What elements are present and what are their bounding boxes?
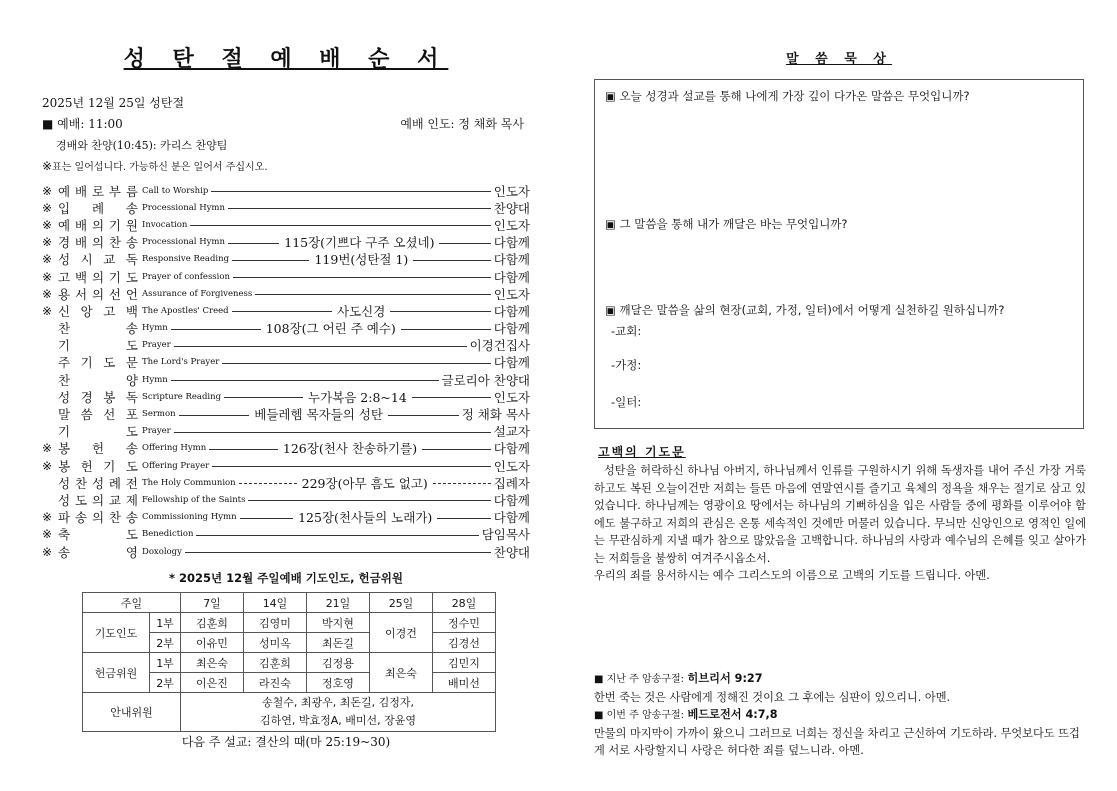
last-verse-text: 한번 죽는 것은 사람에게 정해진 것이요 그 후에는 심판이 있으리니. 아멘. xyxy=(594,690,951,704)
item-korean-title: 주 기 도 문 xyxy=(58,355,138,371)
service-item xyxy=(42,337,530,354)
item-english-title: Scripture Reading xyxy=(142,391,222,402)
standing-note-text: 표는 일어섭니다. 가능하신 분은 일어서 주십시오. xyxy=(52,162,268,173)
table-row xyxy=(83,613,496,633)
leader-line xyxy=(390,311,490,312)
service-item xyxy=(42,457,530,474)
item-leader: 인도자 xyxy=(493,183,530,199)
item-english-title: Commissioning Hymn xyxy=(142,512,237,523)
table-cell: 최돈길 xyxy=(307,633,370,653)
table-cell: 2부 xyxy=(150,673,181,693)
standing-mark: ※ xyxy=(42,441,53,456)
item-leader: 다함께 xyxy=(493,441,531,457)
leader-line xyxy=(422,449,491,450)
service-item xyxy=(42,543,530,560)
table-header-cell: 25일 xyxy=(370,593,433,613)
leader-line xyxy=(248,500,490,501)
table-cell: 배미선 xyxy=(433,673,496,693)
item-detail: 사도신경 xyxy=(337,303,386,319)
service-item xyxy=(42,474,530,491)
guide-cell xyxy=(181,693,496,732)
leader-line xyxy=(185,552,491,553)
leader-line xyxy=(233,277,491,278)
service-item xyxy=(42,285,530,302)
church-line: -교회: xyxy=(611,324,642,338)
service-meta xyxy=(42,93,530,178)
service-item xyxy=(42,491,530,508)
table-cell: 김훈희 xyxy=(181,613,244,633)
item-korean-title: 봉 헌 기 도 xyxy=(58,458,138,474)
item-korean-title: 기 도 xyxy=(58,338,138,354)
standing-note xyxy=(42,156,530,178)
item-leader: 다함께 xyxy=(493,355,530,371)
item-english-title: Processional Hymn xyxy=(142,237,225,248)
table-header-cell: 14일 xyxy=(244,593,307,613)
service-item xyxy=(42,354,530,371)
item-english-title: Benediction xyxy=(142,529,194,540)
item-detail: 125장(천사들의 노래가) xyxy=(298,510,433,526)
standing-mark: ※ xyxy=(42,200,53,215)
leader-line xyxy=(190,225,490,226)
item-korean-title: 성 찬 성 례 전 xyxy=(58,475,138,491)
item-korean-title: 성 도 의 교 제 xyxy=(58,492,138,508)
table-row xyxy=(83,593,496,613)
service-item xyxy=(42,526,530,543)
leader-line xyxy=(211,191,490,192)
leader-line xyxy=(228,208,491,209)
item-english-title: Processional Hymn xyxy=(142,202,225,213)
item-detail: 베들레헴 목자들의 성탄 xyxy=(254,407,383,423)
item-korean-title: 찬 양 xyxy=(58,372,138,388)
item-korean-title: 성 경 봉 독 xyxy=(58,389,138,405)
table-cell: 이유민 xyxy=(181,633,244,653)
service-item xyxy=(42,320,530,337)
item-english-title: Prayer xyxy=(142,426,171,437)
item-leader: 글로리아 찬양대 xyxy=(441,372,530,388)
table-row xyxy=(83,693,496,732)
item-english-title: Call to Worship xyxy=(142,185,209,196)
meditation-box xyxy=(594,79,1084,429)
item-leader: 다함께 xyxy=(493,321,531,337)
last-verse-ref: 히브리서 9:27 xyxy=(687,672,763,685)
table-row xyxy=(83,653,496,673)
table-cell: 헌금위원 xyxy=(83,653,150,693)
table-cell: 최은숙 xyxy=(370,653,433,693)
leader-line xyxy=(196,535,478,536)
item-korean-title: 파 송 의 찬 송 xyxy=(58,510,138,526)
leader-line xyxy=(412,397,491,398)
praise-info: 경배와 찬양(10:45): 카리스 찬양팀 xyxy=(56,139,228,152)
table-cell: 이은진 xyxy=(181,673,244,693)
work-line: -일터: xyxy=(611,395,642,409)
standing-mark: ※ xyxy=(42,458,53,473)
leader-line xyxy=(212,466,491,467)
item-korean-title: 말 씀 선 포 xyxy=(58,407,138,423)
service-item xyxy=(42,302,530,319)
question-3: ▣ 깨달은 말씀을 삶의 현장(교회, 가정, 일터)에서 어떻게 실천하길 원하십니까? xyxy=(605,303,1005,317)
item-detail: 126장(천사 찬송하기를) xyxy=(282,441,418,457)
item-leader: 담임목사 xyxy=(481,527,530,543)
service-item xyxy=(42,234,530,251)
leader-line xyxy=(255,294,491,295)
table-cell: 기도인도 xyxy=(83,613,150,653)
item-detail: 115장(기쁘다 구주 오셨네) xyxy=(284,235,435,251)
item-english-title: The Holy Communion xyxy=(142,477,236,488)
service-item xyxy=(42,216,530,233)
page-title: 성 탄 절 예 배 순 서 xyxy=(123,47,449,72)
standing-mark: ※ xyxy=(42,269,53,284)
item-detail: 229장(아무 흠도 없고) xyxy=(301,475,428,491)
service-item xyxy=(42,405,530,422)
confession-title: 고백의 기도문 xyxy=(598,445,686,459)
item-leader: 설교자 xyxy=(493,424,530,440)
leader-line xyxy=(174,346,467,347)
table-cell: 2부 xyxy=(150,633,181,653)
service-item xyxy=(42,423,530,440)
item-leader: 다함께 xyxy=(493,492,530,508)
table-cell: 김경선 xyxy=(433,633,496,653)
item-leader: 이경건집사 xyxy=(469,338,530,354)
standing-mark: ※ xyxy=(42,510,53,525)
item-korean-title: 성 시 교 독 xyxy=(58,252,138,268)
leader-line xyxy=(179,415,250,416)
confession-body: 성탄을 허락하신 하나님 아버지, 하나님께서 인류를 구원하시기 위해 독생자를 내어 주신 가장 거룩하고도 복된 오늘이건만 저희는 들뜬 마음에 연말연시를 즐기고 육체의 정욕을 채우는 절기로 삼고 있었습니다. 하나님께는 영광이요 땅에서는 하나님의 기뻐하심을 입은 사람들 중에 평화를 이루어야 함에도 불구하고 저희의 관심은 온통 세속적인 것에만 머물러 있습니다. 무늬만 신앙인으로 영적인 일에는 무관심하게 지낼 때가 참으로 많았음을 고백합니다. 하나님의 사랑과 예수님의 은혜를 잊고 살아가는 저희들을 불쌍히 여겨주시옵소서. xyxy=(594,464,1086,565)
leader-line xyxy=(171,329,261,330)
item-detail: 누가복음 2:8~14 xyxy=(308,389,407,405)
item-english-title: Responsive Reading xyxy=(142,254,230,265)
confession-text xyxy=(594,462,1086,585)
schedule-table xyxy=(82,592,496,732)
standing-mark: ※ xyxy=(42,252,53,267)
item-leader: 다함께 xyxy=(493,269,530,285)
leader-line xyxy=(232,260,309,261)
item-english-title: Assurance of Forgiveness xyxy=(142,288,253,299)
standing-mark: ※ xyxy=(42,544,53,559)
item-leader: 인도자 xyxy=(493,217,530,233)
service-item xyxy=(42,199,530,216)
item-leader: 찬양대 xyxy=(493,200,530,216)
leader-line xyxy=(413,260,490,261)
next-sermon: 다음 주 설교: 결산의 때(마 25:19~30) xyxy=(181,735,391,750)
item-english-title: Prayer xyxy=(142,340,171,351)
item-english-title: Offering Prayer xyxy=(142,460,210,471)
service-item xyxy=(42,268,530,285)
table-cell: 성미옥 xyxy=(244,633,307,653)
leader-line xyxy=(439,243,490,244)
table-cell: 박지현 xyxy=(307,613,370,633)
item-korean-title: 입 례 송 xyxy=(58,200,138,216)
service-item xyxy=(42,388,530,405)
item-detail: 108장(그 어린 주 예수) xyxy=(265,321,396,337)
service-time: ■ 예배: 11:00 xyxy=(42,117,123,131)
item-korean-title: 경 배 의 찬 송 xyxy=(58,235,138,251)
item-korean-title: 봉 헌 송 xyxy=(58,441,138,457)
memory-verses xyxy=(594,670,1090,760)
leader-line xyxy=(240,518,294,519)
item-korean-title: 예 배 로 부 름 xyxy=(58,183,138,199)
service-item xyxy=(42,251,530,268)
question-2: ▣ 그 말씀을 통해 내가 깨달은 바는 무엇입니까? xyxy=(605,217,848,231)
order-of-service xyxy=(42,40,530,750)
leader-line xyxy=(224,397,303,398)
table-cell: 김민지 xyxy=(433,653,496,673)
leader-line xyxy=(433,483,491,484)
home-line: -가정: xyxy=(611,358,642,372)
guide-line: 송철수, 최광우, 최돈길, 김정자, xyxy=(262,696,414,710)
leader-line xyxy=(171,380,439,381)
standing-mark: ※ xyxy=(42,235,53,250)
item-leader: 다함께 xyxy=(493,303,530,319)
leader-line xyxy=(228,243,279,244)
item-english-title: The Apostles' Creed xyxy=(142,305,229,316)
item-english-title: The Lord's Prayer xyxy=(142,357,220,368)
standing-mark: ※ xyxy=(42,286,53,301)
leader-line xyxy=(388,415,459,416)
meditation-section xyxy=(594,40,1086,757)
last-verse-label: ■ 지난 주 암송구절: xyxy=(594,674,684,685)
table-cell: 안내위원 xyxy=(83,693,181,732)
item-leader: 인도자 xyxy=(493,286,530,302)
confession-closing: 우리의 죄를 용서하시는 예수 그리스도의 이름으로 고백의 기도를 드립니다. 아멘. xyxy=(594,569,990,582)
item-korean-title: 고 백 의 기 도 xyxy=(58,269,138,285)
item-english-title: Hymn xyxy=(142,323,168,334)
service-item xyxy=(42,182,530,199)
item-korean-title: 송 영 xyxy=(58,544,138,560)
standing-mark: ※ xyxy=(42,303,53,318)
service-items xyxy=(42,182,530,560)
service-item xyxy=(42,509,530,526)
question-1: ▣ 오늘 성경과 설교를 통해 나에게 가장 깊이 다가온 말씀은 무엇입니까? xyxy=(605,89,970,103)
item-english-title: Hymn xyxy=(142,374,168,385)
table-cell: 1부 xyxy=(150,613,181,633)
standing-mark: ※ xyxy=(42,217,53,232)
item-leader: 다함께 xyxy=(493,252,530,268)
item-leader: 다함께 xyxy=(493,235,530,251)
item-korean-title: 축 도 xyxy=(58,527,138,543)
item-korean-title: 기 도 xyxy=(58,424,138,440)
item-leader: 집례자 xyxy=(493,475,530,491)
leader-line xyxy=(437,518,491,519)
item-leader: 다함께 xyxy=(493,510,531,526)
schedule-title: * 2025년 12월 주일예배 기도인도, 헌금위원 xyxy=(169,571,403,586)
service-item xyxy=(42,371,530,388)
item-english-title: Sermon xyxy=(142,409,176,420)
item-korean-title: 신 앙 고 백 xyxy=(58,303,138,319)
item-english-title: Fellowship of the Saints xyxy=(142,494,246,505)
leader-line xyxy=(401,329,491,330)
item-leader: 찬양대 xyxy=(493,544,530,560)
leader-line xyxy=(209,449,278,450)
table-header-cell: 21일 xyxy=(307,593,370,613)
item-english-title: Offering Hymn xyxy=(142,443,207,454)
this-verse-ref: 베드로전서 4:7,8 xyxy=(687,708,778,721)
table-cell: 라진숙 xyxy=(244,673,307,693)
item-leader: 인도자 xyxy=(493,458,530,474)
standing-mark: ※ xyxy=(42,183,53,198)
service-leader: 예배 인도: 정 채화 목사 xyxy=(400,117,524,131)
leader-line xyxy=(232,311,332,312)
item-leader: 정 채화 목사 xyxy=(461,407,531,423)
item-korean-title: 예 배 의 기 원 xyxy=(58,217,138,233)
item-english-title: Invocation xyxy=(142,219,188,230)
table-header-cell: 7일 xyxy=(181,593,244,613)
table-cell: 이경건 xyxy=(370,613,433,653)
meditation-title: 말 씀 묵 상 xyxy=(786,52,892,67)
leader-line xyxy=(174,432,491,433)
item-detail: 119번(성탄절 1) xyxy=(314,252,409,268)
leader-line xyxy=(222,363,490,364)
table-cell: 김훈희 xyxy=(244,653,307,673)
item-leader: 인도자 xyxy=(493,389,530,405)
this-verse-label: ■ 이번 주 암송구절: xyxy=(594,710,684,721)
table-cell: 1부 xyxy=(150,653,181,673)
standing-note-mark: ※ xyxy=(42,159,53,173)
service-item xyxy=(42,440,530,457)
item-english-title: Doxology xyxy=(142,546,182,557)
this-verse-text: 만물의 마지막이 가까이 왔으니 그러므로 너희는 정신을 차리고 근신하여 기도하라. 무엇보다도 뜨겁게 서로 사랑할지니 사랑은 허다한 죄를 덮느니라. 아멘. xyxy=(594,726,1080,757)
guide-line: 김하연, 박효정A, 배미선, 장윤영 xyxy=(259,714,416,728)
table-cell: 정호영 xyxy=(307,673,370,693)
item-english-title: Prayer of confession xyxy=(142,271,230,282)
table-cell: 정수민 xyxy=(433,613,496,633)
table-header-cell: 주일 xyxy=(83,593,181,613)
leader-line xyxy=(239,483,297,484)
item-korean-title: 찬 송 xyxy=(58,321,138,337)
table-cell: 최은숙 xyxy=(181,653,244,673)
standing-mark: ※ xyxy=(42,527,53,542)
table-cell: 김영미 xyxy=(244,613,307,633)
item-korean-title: 용 서 의 선 언 xyxy=(58,286,138,302)
service-date: 2025년 12월 25일 성탄절 xyxy=(42,96,185,110)
table-cell: 김정용 xyxy=(307,653,370,673)
table-header-cell: 28일 xyxy=(433,593,496,613)
